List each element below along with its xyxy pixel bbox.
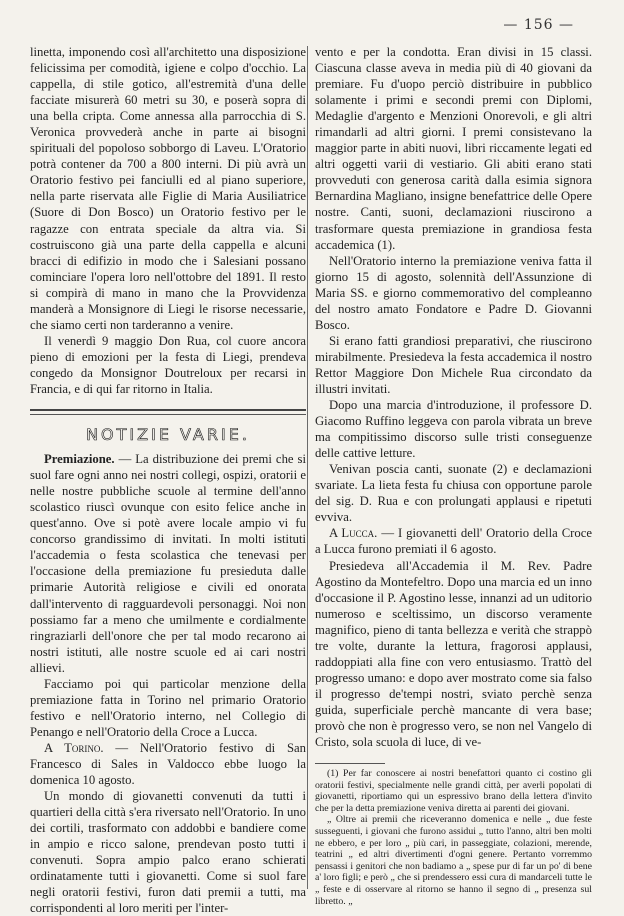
column-divider	[307, 46, 308, 889]
intro-paragraph: linetta, imponendo così all'architetto una disposizione felicissima per comodità, igiene e colpo d'occhio. La cappella, di stile gotico, all'estremità d'una delle facciate misurerà 60 metri su 30, e poserà sopra di una bella cripta. Come annessa alla parrocchia di S. Veronica provvederà anche in parte ai bisogni spirituali del popoloso sobborgo di Laveu. L'Oratorio potrà contener da 700 a 800 interni. Di più avrà un Oratorio festivo pei fanciulli ed al piano superiore, nella parte riservata alle Figlie di Maria Ausiliatrice (Suore di Don Bosco) un Oratorio festivo per le ragazze con entrata speciale da altra via. Si costruiscono già una parte della cappella e alcuni bracci di edifizio in modo che i Salesiani possano cominciare l'opera loro nell'ottobre del 1891. Il resto si compirà di mano in mano che la Provvidenza manderà a Monsignore di Liegi le risorse necessarie, che siamo certi non tarderanno a venire.	[30, 45, 306, 332]
canti-paragraph: Venivan poscia canti, suonate (2) e declamazioni svariate. La lieta festa fu chiusa con opportune parole del sig. D. Rua e con prolungati applausi e ripetuti evviva.	[315, 462, 592, 525]
preparativi-paragraph: Si erano fatti grandiosi preparativi, che riuscirono mirabilmente. Presiedeva la festa accademica il nostro Rettor Maggiore Don Michele Rua circondato da illustri invitati.	[315, 333, 592, 396]
torino-text: — Nell'Oratorio festivo di San Francesco di Sales in Valdocco ebbe luogo la domenica 10 agosto.	[30, 740, 307, 788]
left-column	[30, 44, 306, 916]
don-rua-paragraph: Il venerdì 9 maggio Don Rua, col cuore ancora pieno di emozioni per la festa di Liegi, prendeva congedo da Monsignor Doutreloux per recarsi in Francia, e di qui far ritorno in Italia.	[30, 333, 306, 396]
premiazione-label: Premiazione.	[44, 452, 115, 467]
section-rule	[30, 409, 306, 415]
right-column	[315, 44, 592, 907]
mondo-paragraph: Un mondo di giovanetti convenuti da tutti i quartieri della città s'era riversato nell'Oratorio. In uno dei cortili, trasformato con addobbi e bandiere come in ampio e ricco salone, prendevan posto tutti i convenuti. Sopra ampio palco erano schierati ordinatamente tutti i giovanetti. Come si suol fare negli oratorii festivi, furon dati premii a tutti, ma corrispondenti al loro meriti per l'inter-	[30, 789, 306, 916]
premiazione-text: — La distribuzione dei premi che si suol fare ogni anno nei nostri collegi, ospizi, oratorii e nelle nostre pubbliche scuole al termine dell'anno scolastico riuscì ovunque con esito felice anche in quest'anno. Ove si potè avere locale ampio vi fu concorso grandissimo di invitati. In molti istituti l'accademia o festa scolastica che tenevasi per l'occasione della premiazione fu presieduta dalle primarie Autorità religiose e civili ed onorata dall'intervento di ragguardevoli personaggi. Noi non possiamo far a meno che umilmente e cordialmente ringraziarli dell'onore che per tal modo recarono ai nostri istituti, alle nostre scuole ed ai cari nostri allievi.	[30, 452, 306, 675]
footnote-quote: „ Oltre ai premii che riceveranno domenica e nelle „ due feste susseguenti, i giovani che furono assidui „ tutto l'anno, altri ben molti ne ebbero, e per loro „ più cari, in passeggiate, colazioni, merende, teatrini „ ed altri divertimenti d'ogni genere. Pertanto vorremmo pensassi i genitori che non badiamo a „ spese pur di far un po' di bene a' loro figli; e però „ che si prendessero essi cura di mandarceli tutte le „ feste e di osservare al ritorno se hanno il segno di „ presenza sul libretto. „	[315, 814, 592, 907]
marcia-paragraph: Dopo una marcia d'introduzione, il professore D. Giacomo Ruffino leggeva con parola vibrata un breve ma compitissimo discorso sulle tristi conseguenze delle cattive letture.	[315, 398, 592, 461]
torino-label: A Torino.	[44, 740, 104, 755]
lucca-text: — I giovanetti dell' Oratorio della Croce a Lucca furono premiati il 6 agosto.	[315, 526, 592, 557]
premiazione-paragraph	[30, 451, 306, 676]
torino-paragraph	[30, 740, 306, 788]
footnote-1: (1) Per far conoscere ai nostri benefattori quanto ci costino gli oratorii festivi, specialmente nelle grandi città, per averli popolati di giovanetti, riportiamo qui un espressivo brano della lettera d'invito che per la detta premiazione veniva diretta ai parenti dei giovani.	[315, 768, 592, 814]
footnote	[315, 768, 592, 907]
page-number: — 156 —	[503, 17, 574, 33]
accademia-paragraph: Presiedeva all'Accademia il M. Rev. Padre Agostino da Montefeltro. Dopo una marcia ed un inno d'occasione il P. Agostino lesse, innanzi ad un uditorio numeroso e sceltissimo, un discorso veramente magnifico, pieno di tanta bellezza e verità che strappò tre volte, durante la lettura, fragorosi applausi, raddoppiati alla fine con vero entusiasmo. Trattò del progresso umano: e dopo aver mostrato come sia falso il progresso de'tempi nostri, sviato perchè senza guida, superficiale perchè mancante di vera base; provò che non è progresso vero, se non nel Vangelo di Cristo, sola scuola di luce, di ve-	[315, 558, 592, 750]
lucca-label: A Lucca.	[329, 526, 378, 541]
lucca-paragraph	[315, 525, 592, 557]
oratorio-interno-paragraph: Nell'Oratorio interno la premiazione veniva fatta il giorno 15 di agosto, solennità dell'Assunzione di Maria SS. e giorno commemorativo del compleanno del nostro amato Fondatore e Padre D. Giovanni Bosco.	[315, 253, 592, 332]
section-title: NOTIZIE VARIE.	[86, 425, 250, 445]
menzione-paragraph: Facciamo poi qui particolar menzione della premiazione fatta in Torino nel primario Oratorio festivo e nell'Oratorio interno, nel Collegio di Penango e nell'Oratorio della Croce a Lucca.	[30, 676, 306, 739]
footnote-rule	[315, 763, 385, 764]
continuation-paragraph: vento e per la condotta. Eran divisi in 15 classi. Ciascuna classe aveva in media più di 40 giovani da premiare. Fu d'uopo perciò distribuire in pubblico solamente i primi e secondi premi con Diplomi, Medaglie d'argento e Menzioni Onorevoli, e gli altri rimandarli ad altri giorni. I premi consistevano la maggior parte in abiti nuovi, libri riccamente legati ed altri oggetti varii di vestiario. Gli abiti erano stati provveduti con generosa carità dalla esimia signora Bernardina Magliano, insigne benefattrice delle Opere nostre. Canti, suoni, declamazioni riuscirono a trasformare questa premiazione in grandiosa festa accademica (1).	[315, 45, 592, 252]
